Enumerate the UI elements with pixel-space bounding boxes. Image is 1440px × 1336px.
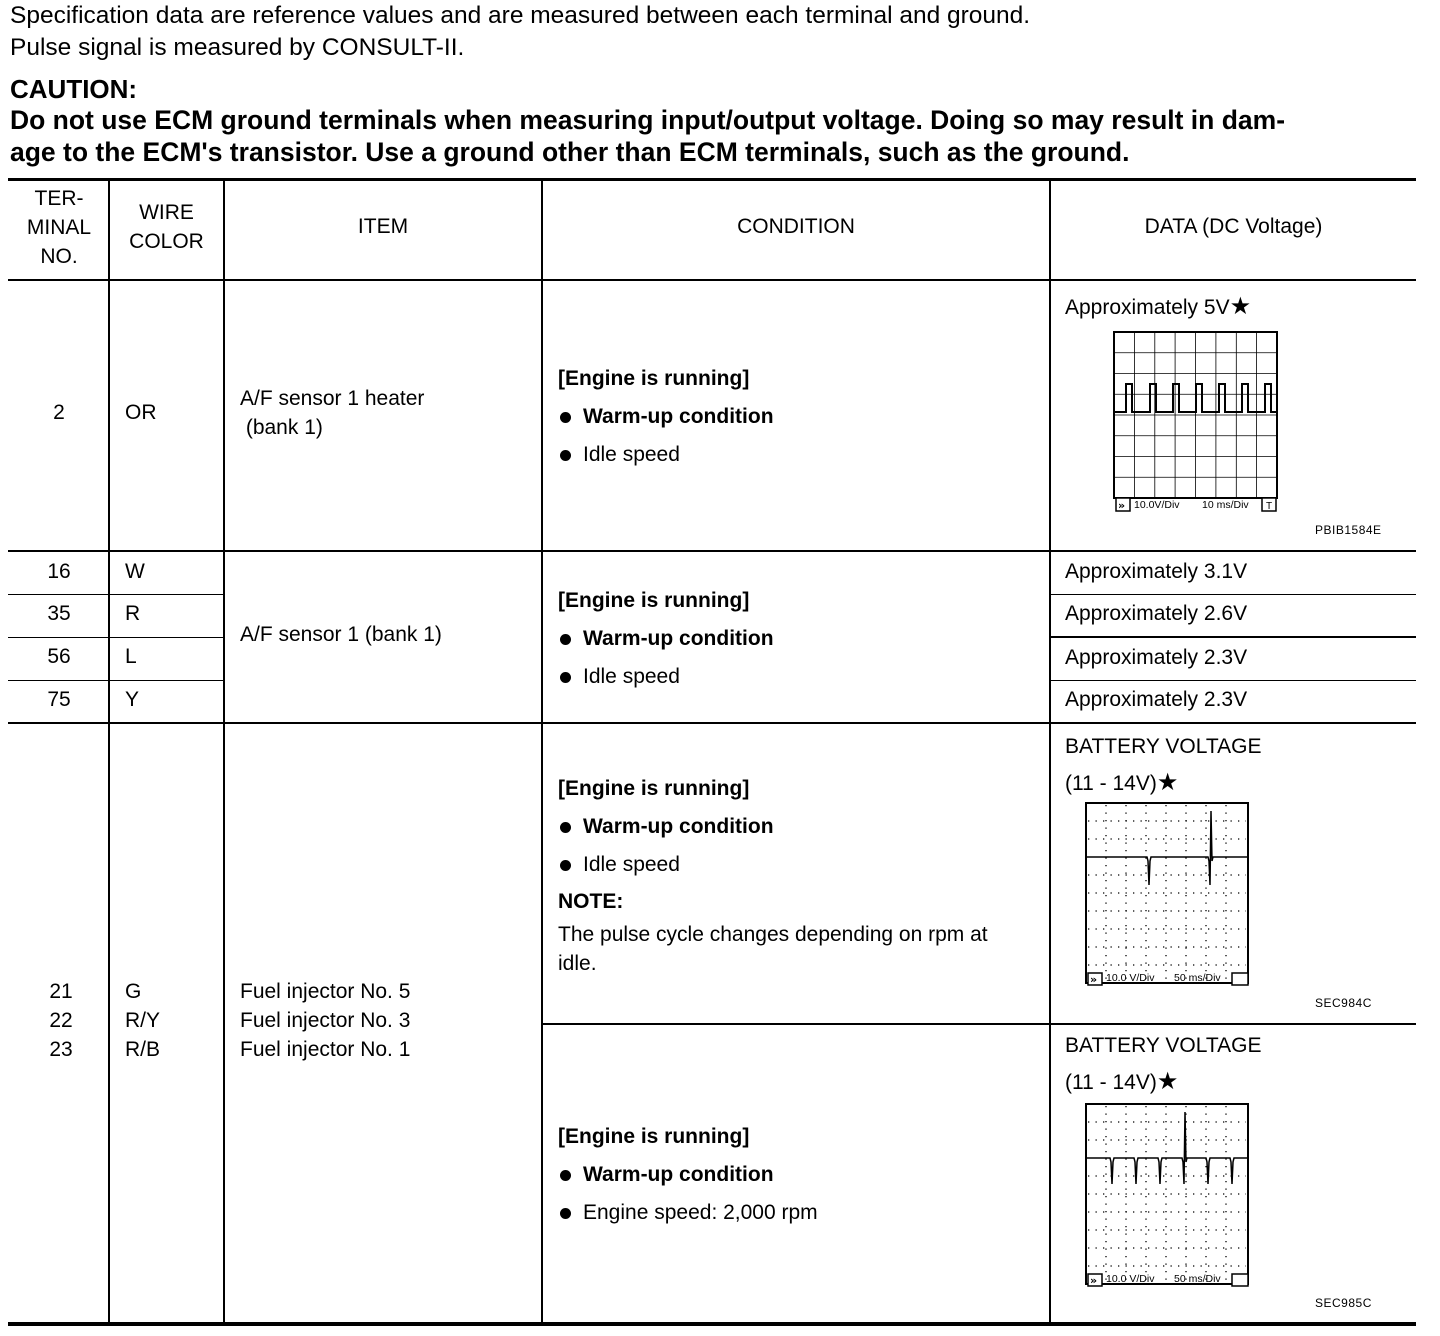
header-wire-line1: WIRE bbox=[139, 201, 194, 224]
scope-msdiv: 50 ms/Div bbox=[1174, 972, 1221, 984]
row2-data-2: Approximately 2.6V bbox=[1065, 602, 1248, 625]
bullet-icon bbox=[560, 822, 571, 833]
bullet-icon bbox=[560, 1208, 571, 1219]
row3a-cond-b2-text: Idle speed bbox=[583, 853, 680, 876]
oscilloscope-sec985c bbox=[1084, 1102, 1254, 1288]
bullet-icon bbox=[560, 450, 571, 461]
row2-sub-border-1 bbox=[8, 594, 223, 595]
row2-cond-bullet2 bbox=[558, 658, 774, 696]
row3a-data-line2: (11 - 14V) bbox=[1065, 772, 1157, 795]
bullet-icon bbox=[560, 1170, 571, 1181]
row3-terminal-3: 23 bbox=[49, 1038, 73, 1061]
row3b-condition bbox=[558, 1118, 818, 1232]
row3b-data-line2: (11 - 14V) bbox=[1065, 1071, 1157, 1094]
header-terminal-line2: MINAL bbox=[26, 216, 92, 239]
row2-terminal-1: 16 bbox=[47, 560, 71, 583]
row3b-data bbox=[1065, 1028, 1261, 1101]
col-border-4 bbox=[1049, 179, 1051, 1324]
pulse-note: Pulse signal is measured by CONSULT-II. bbox=[10, 34, 465, 61]
row3a-cond-bullet2 bbox=[558, 846, 988, 884]
row2-wire-4: Y bbox=[125, 688, 140, 711]
bullet-icon bbox=[560, 860, 571, 871]
row3a-figure-code: SEC984C bbox=[1315, 996, 1372, 1010]
header-condition: CONDITION bbox=[737, 215, 855, 238]
row3-wire-2: R/Y bbox=[125, 1009, 161, 1032]
row2-terminal-3: 56 bbox=[47, 645, 71, 668]
row3b-data-line1: BATTERY VOLTAGE bbox=[1065, 1034, 1262, 1057]
header-wire-color bbox=[110, 198, 223, 256]
row1-item bbox=[240, 384, 424, 442]
scope-msdiv: 10 ms/Div bbox=[1202, 499, 1249, 511]
row2-cond-b1-text: Warm-up condition bbox=[583, 627, 774, 650]
row1-condition bbox=[558, 360, 774, 474]
scope-t: T bbox=[1266, 501, 1273, 512]
scope-arrow: » bbox=[1118, 499, 1126, 512]
table-bottom-border bbox=[8, 1322, 1416, 1326]
row3a-data-line1: BATTERY VOLTAGE bbox=[1065, 735, 1262, 758]
row3a-note-line2: idle. bbox=[558, 952, 597, 975]
row2-data-3: Approximately 2.3V bbox=[1065, 646, 1248, 669]
row2-sub-border-3 bbox=[8, 680, 223, 681]
star-icon: ★ bbox=[1156, 1068, 1179, 1095]
oscilloscope-sec984c bbox=[1084, 801, 1254, 987]
row3b-cond-bullet1 bbox=[558, 1156, 818, 1194]
row2-wire-1: W bbox=[125, 560, 145, 583]
row3-item-2: Fuel injector No. 3 bbox=[240, 1009, 411, 1032]
row3b-cond-b1-text: Warm-up condition bbox=[583, 1163, 774, 1186]
row1-data-text: Approximately 5V bbox=[1065, 296, 1230, 319]
col-border-3 bbox=[541, 179, 543, 1324]
row1-item-line2: (bank 1) bbox=[240, 416, 323, 439]
row2-item: A/F sensor 1 (bank 1) bbox=[240, 623, 442, 646]
row1-cond-bullet2 bbox=[558, 436, 774, 474]
col-border-1 bbox=[108, 179, 110, 1324]
row1-item-line1: A/F sensor 1 heater bbox=[240, 387, 425, 410]
row2-condition bbox=[558, 582, 774, 696]
row2-data-border-2 bbox=[1050, 636, 1416, 638]
row2-data-1: Approximately 3.1V bbox=[1065, 560, 1248, 583]
bullet-icon bbox=[560, 412, 571, 423]
row3-split-border bbox=[542, 1023, 1416, 1025]
header-bottom-border bbox=[8, 279, 1416, 281]
table-top-border bbox=[8, 178, 1416, 181]
scope-msdiv: 50 ms/Div bbox=[1174, 1273, 1221, 1285]
bullet-icon bbox=[560, 672, 571, 683]
header-terminal bbox=[10, 184, 108, 271]
row3-wire-3: R/B bbox=[125, 1038, 161, 1061]
row3a-data bbox=[1065, 729, 1261, 802]
header-terminal-line1: TER- bbox=[34, 187, 84, 210]
caution-title: CAUTION: bbox=[10, 74, 138, 104]
star-icon: ★ bbox=[1156, 769, 1179, 796]
col-border-2 bbox=[223, 179, 225, 1324]
row2-sub-border-2 bbox=[8, 637, 223, 638]
row2-data-border-3 bbox=[1050, 680, 1416, 681]
row2-terminal-2: 35 bbox=[47, 602, 71, 625]
spec-note: Specification data are reference values and are measured between each terminal and ground. bbox=[10, 2, 1031, 29]
header-wire-line2: COLOR bbox=[129, 230, 204, 253]
row3b-cond-b2-text: Engine speed: 2,000 rpm bbox=[583, 1201, 818, 1224]
row3b-cond-title: [Engine is running] bbox=[558, 1125, 750, 1148]
row3-wire-1: G bbox=[125, 980, 142, 1003]
row3a-cond-title: [Engine is running] bbox=[558, 777, 750, 800]
scope-vdiv: 10.0 V/Div bbox=[1106, 972, 1155, 984]
row3-items bbox=[240, 977, 410, 1064]
oscilloscope-pbib1584e bbox=[1112, 330, 1282, 514]
row1-bottom-border bbox=[8, 550, 1416, 552]
row2-data-4: Approximately 2.3V bbox=[1065, 688, 1248, 711]
row3-terminal-1: 21 bbox=[49, 980, 73, 1003]
row3b-cond-bullet2 bbox=[558, 1194, 818, 1232]
bullet-icon bbox=[560, 634, 571, 645]
row1-cond-b1-text: Warm-up condition bbox=[583, 405, 774, 428]
header-data: DATA (DC Voltage) bbox=[1144, 215, 1323, 238]
row3-terminal-2: 22 bbox=[49, 1009, 73, 1032]
row1-data bbox=[1065, 292, 1251, 322]
header-terminal-line3: NO. bbox=[40, 245, 78, 268]
row2-cond-title: [Engine is running] bbox=[558, 589, 750, 612]
row1-cond-b2-text: Idle speed bbox=[583, 443, 680, 466]
row1-cond-title: [Engine is running] bbox=[558, 367, 750, 390]
row3a-condition bbox=[558, 770, 988, 978]
row3-wires bbox=[125, 977, 160, 1064]
caution-line-2: age to the ECM's transistor. Use a ground other than ECM terminals, such as the ground. bbox=[10, 137, 1130, 167]
scope-vdiv: 10.0V/Div bbox=[1134, 499, 1180, 511]
row1-cond-bullet1 bbox=[558, 398, 774, 436]
scope-arrow: » bbox=[1090, 973, 1098, 986]
scope-arrow: » bbox=[1090, 1274, 1098, 1287]
row1-terminal: 2 bbox=[53, 401, 65, 424]
intro-text bbox=[10, 0, 1430, 168]
row1-wire: OR bbox=[125, 401, 157, 424]
row2-wire-2: R bbox=[125, 602, 141, 625]
row2-bottom-border bbox=[8, 722, 1416, 724]
row2-wire-3: L bbox=[125, 645, 137, 668]
row3a-note-title: NOTE: bbox=[558, 890, 624, 913]
row3-item-1: Fuel injector No. 5 bbox=[240, 980, 411, 1003]
row3a-cond-bullet1 bbox=[558, 808, 988, 846]
row3a-note-line1: The pulse cycle changes depending on rpm at bbox=[558, 923, 988, 946]
row3b-figure-code: SEC985C bbox=[1315, 1296, 1372, 1310]
row3a-cond-b1-text: Warm-up condition bbox=[583, 815, 774, 838]
row2-data-border-1 bbox=[1050, 594, 1416, 595]
row2-terminal-4: 75 bbox=[47, 688, 71, 711]
row3-terminals bbox=[12, 977, 110, 1064]
scope-vdiv: 10.0 V/Div bbox=[1106, 1273, 1155, 1285]
row3-item-3: Fuel injector No. 1 bbox=[240, 1038, 411, 1061]
row2-cond-b2-text: Idle speed bbox=[583, 665, 680, 688]
row1-figure-code: PBIB1584E bbox=[1315, 523, 1382, 537]
caution-line-1: Do not use ECM ground terminals when measuring input/output voltage. Doing so may result in dam- bbox=[10, 105, 1286, 135]
star-icon: ★ bbox=[1229, 293, 1252, 320]
row2-cond-bullet1 bbox=[558, 620, 774, 658]
header-item: ITEM bbox=[357, 215, 409, 238]
